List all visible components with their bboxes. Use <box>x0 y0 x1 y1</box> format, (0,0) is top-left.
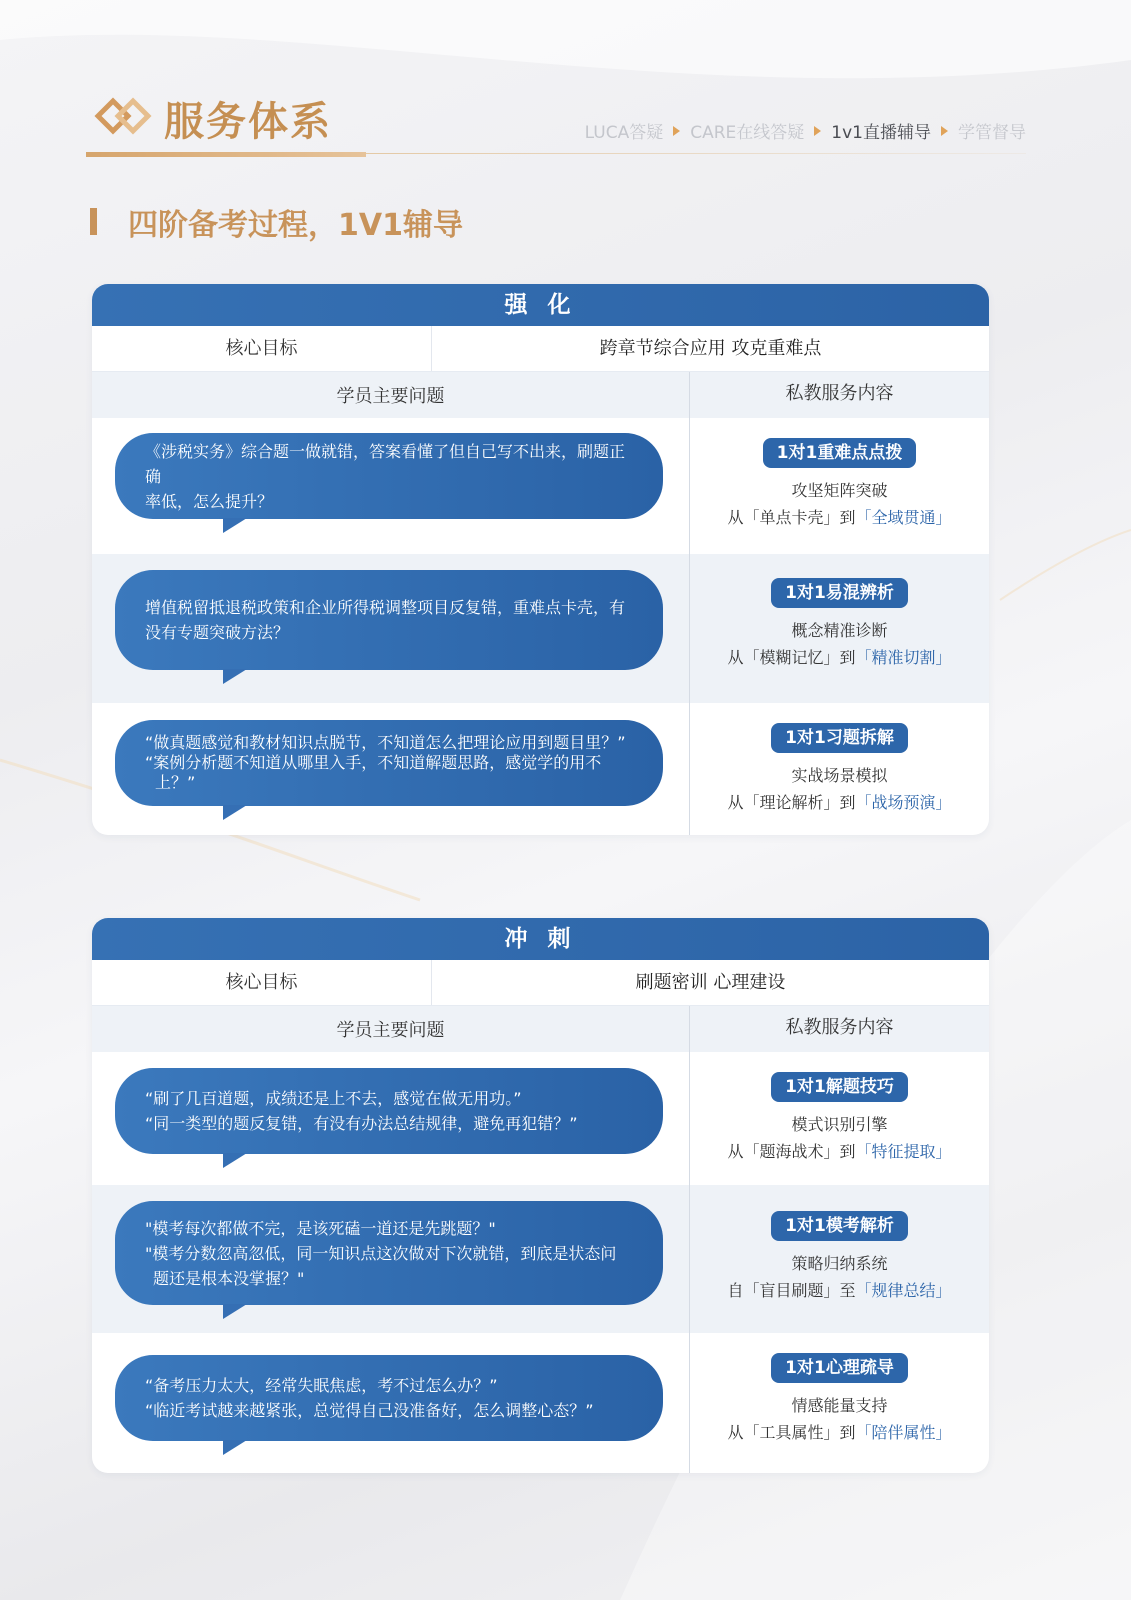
service-cell <box>690 1185 989 1333</box>
header-divider <box>366 153 1026 154</box>
transform-to: 「战场预演」 <box>855 793 952 812</box>
question-bubble <box>115 720 663 806</box>
service-desc: 模式识别引擎 <box>791 1115 888 1134</box>
question-text: 没有专题突破方法？ <box>145 623 290 642</box>
section-subtitle: 四阶备考过程，1V1辅导 <box>128 208 463 243</box>
service-badge: 1对1解题技巧 <box>771 1072 908 1102</box>
question-text: “备考压力太大，经常失眠焦虑，考不过怎么办？” <box>145 1376 498 1395</box>
section-title: 强 化 <box>92 284 989 326</box>
transform-to: 「全域贯通」 <box>855 508 952 527</box>
transform-from: 从「模糊记忆」到 <box>727 648 856 667</box>
question-bubble <box>115 433 663 519</box>
question-bubble <box>115 1068 663 1154</box>
goal-label: 核心目标 <box>92 960 432 1005</box>
service-desc: 概念精准诊断 <box>791 621 888 640</box>
table-row <box>92 554 989 703</box>
bubble-tail <box>223 1440 247 1455</box>
service-desc: 策略归纳系统 <box>791 1254 888 1273</box>
service-badge: 1对1心理疏导 <box>771 1353 908 1383</box>
title-underline <box>86 152 366 157</box>
column-header-services: 私教服务内容 <box>785 383 894 404</box>
transform-from: 从「题海战术」到 <box>727 1142 856 1161</box>
service-transform <box>690 1278 989 1301</box>
service-cell <box>690 1333 989 1473</box>
service-cell <box>690 554 989 703</box>
question-text: 率低，怎么提升？ <box>145 491 274 511</box>
question-text: "模考每次都做不完，是该死磕一道还是先跳题？" <box>145 1218 496 1238</box>
question-text: “做真题感觉和教材知识点脱节，不知道怎么把理论应用到题目里？” <box>145 733 626 752</box>
section-title: 冲 刺 <box>92 918 989 960</box>
service-badge: 1对1易混辨析 <box>771 578 908 608</box>
service-transform <box>690 645 989 668</box>
section-card-strengthen <box>92 284 989 835</box>
page-title: 服务体系 <box>164 99 332 145</box>
chevron-right-icon <box>673 126 680 136</box>
question-text: "模考分数忽高忽低，同一知识点这次做对下次就错，到底是状态问 <box>145 1243 617 1263</box>
question-text: 《涉税实务》综合题一做就错，答案看懂了但自己写不出来，刷题正确 <box>145 441 626 486</box>
bubble-tail <box>223 1304 247 1319</box>
question-bubble <box>115 1355 663 1441</box>
table-row <box>92 418 989 554</box>
service-badge: 1对1习题拆解 <box>771 723 908 753</box>
transform-to: 「精准切割」 <box>855 648 952 667</box>
table-row <box>92 1185 989 1333</box>
transform-from: 从「理论解析」到 <box>727 793 856 812</box>
question-bubble <box>115 1201 663 1305</box>
column-header-questions: 学员主要问题 <box>92 372 690 418</box>
question-text: 题还是根本没掌握？" <box>153 1268 305 1288</box>
subtitle-marker <box>90 208 97 235</box>
breadcrumb-item-care: CARE在线答疑 <box>690 123 805 143</box>
question-text: “同一类型的题反复错，有没有办法总结规律，避免再犯错？” <box>145 1114 578 1133</box>
transform-to: 「陪伴属性」 <box>855 1423 952 1442</box>
service-transform <box>690 1139 989 1162</box>
service-desc: 攻坚矩阵突破 <box>791 481 888 500</box>
goal-value: 跨章节综合应用 攻克重难点 <box>599 338 822 359</box>
logo-icon <box>94 96 152 136</box>
table-row <box>92 1333 989 1473</box>
goal-row <box>92 326 989 372</box>
section-card-sprint <box>92 918 989 1473</box>
column-header-row <box>92 372 989 418</box>
service-transform <box>690 505 989 528</box>
service-badge: 1对1模考解析 <box>771 1211 908 1241</box>
breadcrumb-item-supervision: 学管督导 <box>958 123 1026 143</box>
service-cell <box>690 1052 989 1185</box>
transform-from: 自「盲目刷题」至 <box>727 1281 856 1300</box>
chevron-right-icon <box>941 126 948 136</box>
service-transform <box>690 790 989 813</box>
table-row <box>92 703 989 835</box>
question-text: “临近考试越来越紧张，总觉得自己没准备好，怎么调整心态？” <box>145 1401 594 1420</box>
question-bubble <box>115 570 663 670</box>
service-desc: 情感能量支持 <box>791 1396 888 1415</box>
service-desc: 实战场景模拟 <box>791 766 888 785</box>
table-row <box>92 1052 989 1185</box>
column-header-questions: 学员主要问题 <box>92 1006 690 1052</box>
goal-value: 刷题密训 心理建设 <box>635 972 786 993</box>
breadcrumb <box>585 118 1026 143</box>
transform-from: 从「工具属性」到 <box>727 1423 856 1442</box>
bubble-tail <box>223 669 247 684</box>
transform-to: 「特征提取」 <box>855 1142 952 1161</box>
question-text: 增值税留抵退税政策和企业所得税调整项目反复错，重难点卡壳，有 <box>145 598 626 617</box>
bubble-tail <box>223 805 247 820</box>
column-header-row <box>92 1006 989 1052</box>
goal-label: 核心目标 <box>92 326 432 371</box>
question-text: “案例分析题不知道从哪里入手，不知道解题思路，感觉学的用不 <box>145 753 602 772</box>
column-header-services: 私教服务内容 <box>785 1017 894 1038</box>
service-cell <box>690 703 989 835</box>
question-text: 上？” <box>155 773 196 792</box>
chevron-right-icon <box>814 126 821 136</box>
service-cell <box>690 418 989 554</box>
breadcrumb-item-1v1: 1v1直播辅导 <box>831 123 931 143</box>
question-text: “刷了几百道题，成绩还是上不去，感觉在做无用功。” <box>145 1089 522 1108</box>
transform-from: 从「单点卡壳」到 <box>727 508 856 527</box>
bubble-tail <box>223 518 247 533</box>
page-header <box>86 90 1026 160</box>
goal-row <box>92 960 989 1006</box>
breadcrumb-item-luca: LUCA答疑 <box>584 123 664 143</box>
service-badge: 1对1重难点点拨 <box>763 438 917 468</box>
service-transform <box>690 1420 989 1443</box>
transform-to: 「规律总结」 <box>855 1281 952 1300</box>
bubble-tail <box>223 1153 247 1168</box>
